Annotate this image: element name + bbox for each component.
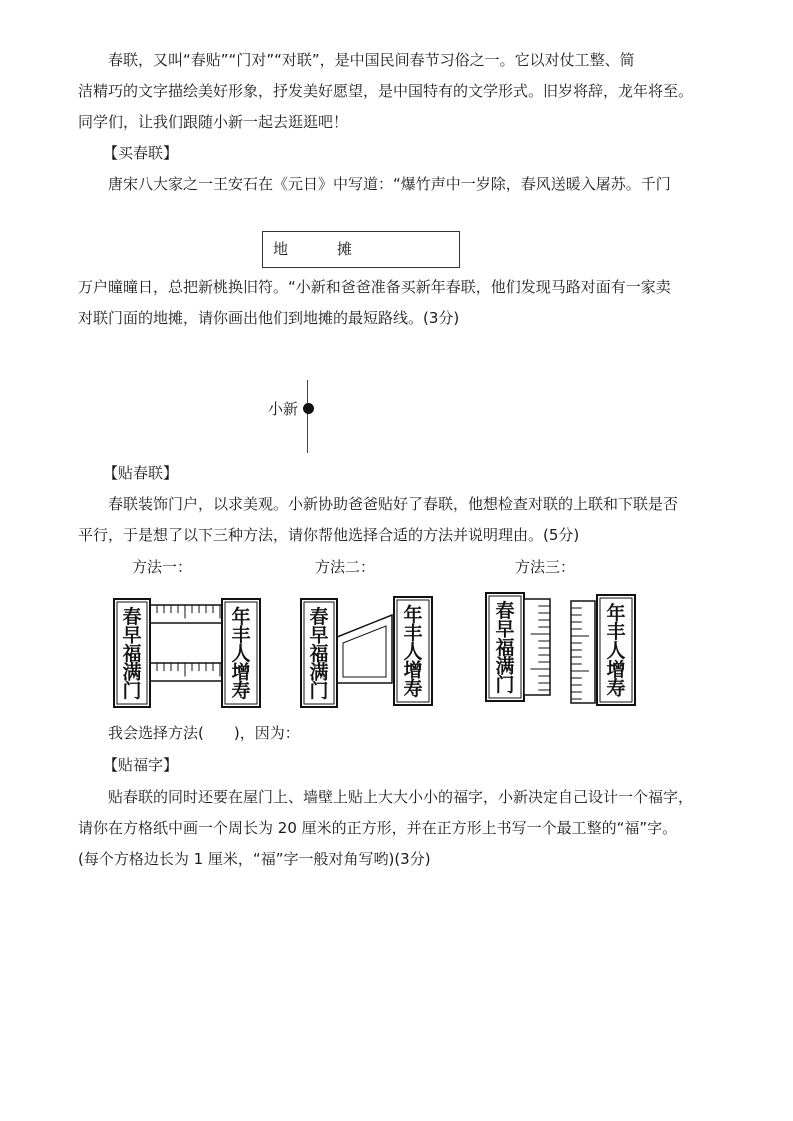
buy-line-3: 对联门面的地摊，请你画出他们到地摊的最短路线。(3分) xyxy=(78,309,460,327)
method-2-couplet-upper-char: 福 xyxy=(309,643,329,665)
method-1-couplet-upper-char: 早 xyxy=(122,624,142,647)
method-2-couplet-lower-char: 增 xyxy=(403,659,423,682)
method-1-couplet-lower-char: 人 xyxy=(231,643,251,665)
method-1-ruler-top xyxy=(150,605,222,623)
method-2-set-square xyxy=(337,615,392,683)
method-3-couplet-upper-char: 福 xyxy=(495,637,515,659)
method-2-couplet-lower-char: 丰 xyxy=(403,622,423,645)
method-3-couplet-upper-char: 满 xyxy=(495,655,515,678)
method-2-couplet-upper-char: 春 xyxy=(309,606,329,629)
paste-line-1: 春联装饰门户，以求美观。小新协助爸爸贴好了春联，他想检查对联的上联和下联是否 xyxy=(108,495,679,513)
method-2-couplet-lower-char: 寿 xyxy=(403,677,423,700)
method-3-couplet-upper-char: 门 xyxy=(495,673,515,696)
method-3-couplet-lower-char: 年 xyxy=(606,602,626,625)
method-3-ruler-right xyxy=(571,601,595,703)
method-2-couplet-upper-char: 门 xyxy=(309,679,329,702)
method-1-ruler-bottom xyxy=(150,663,222,681)
point-label: 小新 xyxy=(268,400,299,418)
method-3-couplet-lower-char: 增 xyxy=(606,658,626,681)
paste-line-2: 平行，于是想了以下三种方法，请你帮他选择合适的方法并说明理由。(5分) xyxy=(78,526,580,544)
method-3-couplet-upper-char: 早 xyxy=(495,618,515,641)
method-1-couplet-lower-char: 寿 xyxy=(231,679,251,702)
method-1-couplet-upper-char: 门 xyxy=(122,679,142,702)
method-3-couplet-lower-char: 寿 xyxy=(606,677,626,700)
buy-line-2: 万户曈曈日，总把新桃换旧符。“小新和爸爸准备买新年春联，他们发现马路对面有一家卖 xyxy=(78,278,671,296)
method-3-label: 方法三： xyxy=(515,558,576,576)
fu-line-2: 请你在方格纸中画一个周长为 20 厘米的正方形，并在正方形上书写一个最工整的“福”字。 xyxy=(78,819,678,837)
method-3-couplet-lower-char: 丰 xyxy=(606,621,626,644)
fu-line-3: (每个方格边长为 1 厘米，“福”字一般对角写哟)(3分) xyxy=(78,850,431,868)
method-1-couplet-lower-char: 年 xyxy=(231,606,251,629)
stall-char-1: 地 xyxy=(273,240,289,258)
stall-box xyxy=(262,231,460,268)
method-1-couplet-upper-char: 春 xyxy=(122,606,142,629)
section-title-buy: 【买春联】 xyxy=(103,144,179,162)
method-1-couplet-lower-char: 增 xyxy=(231,661,251,684)
method-3-couplet-lower-char: 人 xyxy=(606,640,626,662)
fu-line-1: 贴春联的同时还要在屋门上、墙壁上贴上大大小小的福字，小新决定自己设计一个福字， xyxy=(108,788,694,806)
method-1-couplet-lower-char: 丰 xyxy=(231,624,251,647)
road-line xyxy=(307,380,308,453)
intro-line-3: 同学们，让我们跟随小新一起去逛逛吧！ xyxy=(78,113,349,131)
method-2-couplet-lower-char: 年 xyxy=(403,604,423,627)
method-2-label: 方法二： xyxy=(315,558,376,576)
method-1-label: 方法一： xyxy=(132,558,193,576)
method-2-couplet-upper-char: 满 xyxy=(309,661,329,684)
method-2-couplet-lower-char: 人 xyxy=(403,641,423,663)
section-title-paste: 【贴春联】 xyxy=(103,464,179,482)
intro-line-1: 春联，又叫“春贴”“门对”“对联”，是中国民间春节习俗之一。它以对仗工整、简 xyxy=(108,51,635,69)
method-1-couplet-upper-char: 福 xyxy=(122,643,142,665)
answer-line: 我会选择方法( )，因为： xyxy=(108,724,300,742)
method-2-set-square-inner xyxy=(343,626,386,677)
buy-line-1: 唐宋八大家之一王安石在《元日》中写道：“爆竹声中一岁除，春风送暖入屠苏。千门 xyxy=(108,175,671,193)
intro-line-2: 洁精巧的文字描绘美好形象，抒发美好愿望，是中国特有的文学形式。旧岁将辞，龙年将至。 xyxy=(78,82,694,100)
method-2-couplet-upper-char: 早 xyxy=(309,624,329,647)
method-1-couplet-upper-char: 满 xyxy=(122,661,142,684)
method-3-couplet-upper-char: 春 xyxy=(495,600,515,623)
stall-char-2: 摊 xyxy=(337,240,353,258)
section-title-fu: 【贴福字】 xyxy=(103,756,179,774)
xiaoxin-point xyxy=(303,403,314,414)
methods-figure xyxy=(0,585,793,715)
